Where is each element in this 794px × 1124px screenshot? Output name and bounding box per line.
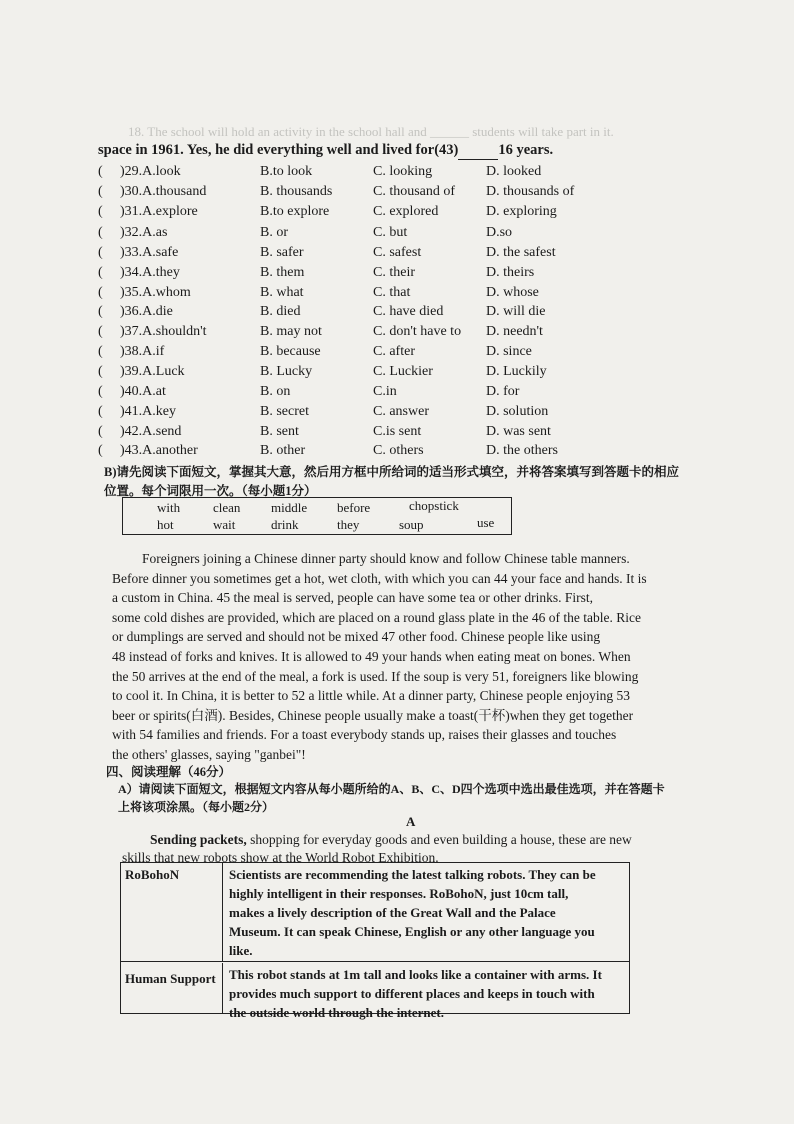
word: drink: [271, 517, 299, 532]
table-divider: [121, 961, 629, 962]
option-c: C. Luckier: [373, 364, 433, 379]
option-d: D. since: [486, 344, 532, 359]
desc-line: Museum. It can speak Chinese, English or any other language you: [229, 924, 595, 939]
option-b: B. died: [260, 304, 301, 319]
passage-line: or dumplings are served and should not be mixed 47 other food. Chinese people like using: [112, 629, 601, 645]
passage-a-text: shopping for everyday goods and even building a house, these are new: [246, 832, 632, 847]
section-4-instruction-cont: 上将该项涂黑。（每小题2分）: [118, 800, 275, 814]
option-d: D. the others: [486, 443, 558, 458]
word: clean: [213, 500, 241, 515]
passage-letter: A: [406, 814, 416, 829]
word: use: [477, 515, 495, 530]
option-c: C. don't have to: [373, 324, 462, 339]
option-d: D. thousands of: [486, 184, 575, 199]
option-a: )43.A.another: [120, 443, 198, 458]
desc-line: like.: [229, 943, 253, 958]
option-b: B. other: [260, 443, 306, 458]
passage-line: the others' glasses, saying "ganbei"!: [112, 746, 306, 762]
passage-line: the 50 arrives at the end of the meal, a fork is used. If the soup is very 51, foreigners like blowing: [112, 668, 639, 684]
option-a: )33.A.safe: [120, 245, 179, 260]
option-d: D. solution: [486, 404, 549, 419]
option-b: B. thousands: [260, 184, 333, 199]
option-c: C. others: [373, 443, 424, 458]
table-row-desc: [225, 863, 627, 962]
option-a: )30.A.thousand: [120, 184, 207, 199]
option-d: D. exploring: [486, 204, 557, 219]
table-row-desc: [225, 963, 627, 1024]
word: they: [337, 517, 360, 532]
word-bank-box: [122, 497, 512, 535]
option-c: C.is sent: [373, 424, 422, 439]
option-b: B. or: [260, 225, 288, 240]
option-d: D. for: [486, 384, 520, 399]
robot-table: [120, 862, 630, 1020]
option-a: )39.A.Luck: [120, 364, 185, 379]
option-b: B.to look: [260, 164, 313, 179]
word: before: [337, 500, 371, 515]
option-a: )37.A.shouldn't: [120, 324, 207, 339]
table-row-label: Human Support: [121, 963, 223, 1013]
passage-a-line: [150, 832, 632, 848]
word: soup: [399, 517, 424, 532]
option-d: D. theirs: [486, 265, 535, 280]
option-d: D. will die: [486, 304, 546, 319]
option-b: B. Lucky: [260, 364, 313, 379]
passage-line: beer or spirits(白酒). Besides, Chinese people usually make a toast(干杯)when they get together: [112, 707, 634, 723]
desc-line: the outside world through the internet.: [229, 1005, 444, 1020]
word: chopstick: [409, 498, 459, 513]
option-d: D. was sent: [486, 424, 551, 439]
option-a: )35.A.whom: [120, 285, 191, 300]
option-c: C. answer: [373, 404, 429, 419]
answer-blank: [458, 142, 498, 160]
option-b: B. on: [260, 384, 291, 399]
intro-line: [98, 142, 553, 160]
passage-line: Before dinner you sometimes get a hot, wet cloth, with which you can 44 your face and hands. It is: [112, 570, 647, 586]
option-c: C. thousand of: [373, 184, 456, 199]
option-a: )38.A.if: [120, 344, 165, 359]
desc-line: Scientists are recommending the latest talking robots. They can be: [229, 867, 596, 882]
desc-line: provides much support to different places and keeps in touch with: [229, 986, 595, 1001]
option-c: C. their: [373, 265, 415, 280]
option-d: D.so: [486, 225, 513, 240]
option-b: B. them: [260, 265, 305, 280]
desc-line: This robot stands at 1m tall and looks like a container with arms. It: [229, 967, 602, 982]
option-d: D. looked: [486, 164, 542, 179]
word: middle: [271, 500, 308, 515]
option-b: B.to explore: [260, 204, 330, 219]
option-b: B. what: [260, 285, 304, 300]
option-c: C. have died: [373, 304, 444, 319]
section-b-instruction: B)请先阅读下面短文，掌握其大意，然后用方框中所给词的适当形式填空，并将答案填写到答题卡的相应: [104, 465, 680, 479]
intro-tail: 16 years.: [498, 142, 554, 158]
option-a: )36.A.die: [120, 304, 173, 319]
option-c: C. but: [373, 225, 408, 240]
option-a: )41.A.key: [120, 404, 176, 419]
bleed-through-text: 18. The school will hold an activity in the school hall and ______ students will take part in it.: [128, 124, 614, 139]
section-4-title: 四、阅读理解（46分）: [106, 765, 232, 779]
section-4-instruction: A）请阅读下面短文，根据短文内容从每小题所给的A、B、C、D四个选项中选出最佳选项，并在答题卡: [118, 782, 665, 796]
option-d: D. whose: [486, 285, 539, 300]
exam-page: 18. The school will hold an activity in the school hall and ______ students will take part in it. space in 1961. Yes, he did everything well and lived for(43) 16 years. ( )29.A.look B.to look C. looking D. looked ( )30.A.thousand B. thousands C. thousand of D. thousands of ( )31.A.explore B.to explore C. explored D. exploring ( )32.A.as B. or C. but D.so ( )33.A.safe B. safer C. safest D. the safest ( )34.A.they B. them C. their D. theirs ( )35.A.whom B. what C. that D. whose ( )36.A.die B. died C. have died D. will die ( )37.A.shouldn't B. may not C. don't have to D. needn't ( )38.A.if B. because C. after D. since ( )39.A.Luck B. Lucky C. Luckier D. Luckily ( )40.A.at B. on C.in D. for ( )41.A.key B. secret C. answer D. solution ( )42.A.send B. sent C.is sent D. was sent ( )43.A.another B. other C. others D. the others B)请先阅读下面短文，掌握其大意，然后用方框中所给词的适当形式填空，并将答案填写到答题卡的相应 位置。每个词限用一次。（每小题1分） with clean middle before chopstick hot wait drink they soup use Foreigners joining a Chinese dinner party should know and follow Chinese table manners. Before dinner you sometimes get a hot, wet cloth, with which you can 44 your face and hands. It is a custom in China. 45 the meal is served, people can have some tea or other drinks. First, some cold dishes are provided, which are placed on a round glass plate in the 46 of the table. Rice or dumplings are served and should not be mixed 47 other food. Chinese people like using 48 instead of forks and knives. It is allowed to 49 your hands when eating meat on bones. When the 50 arrives at the end of the meal, a fork is used. If the soup is very 51, foreigners like blowing to cool it. In China, it is better to 52 a little while. At a dinner party, Chinese people enjoying 53 beer or spirits(白酒). Besides, Chinese people usually make a toast(干杯)when they get together with 54 families and friends. For a toast everybody stands up, raises their glasses and touches the others' glasses, saying "ganbei"! 四、阅读理解（46分） A）请阅读下面短文，根据短文内容从每小题所给的A、B、C、D四个选项中选出最佳选项，并在答题卡 上将该项涂黑。（每小题2分） A Sending packets, shopping for everyday goods and even building a house, these are new skills that new robots show at the World Robot Exhibition. RoBohoN Scientists are recommending the latest talking robots. They can be highly intelligent in their responses. RoBohoN, just 10cm tall, makes a lively description of the Great Wall and the Palace Museum. It can speak Chinese, English or any other language you like. Human Support This robot stands at 1m tall and looks like a container with arms. It provides much support to different places and keeps in touch with the outside world through the internet.: [0, 0, 794, 1124]
passage-line: to cool it. In China, it is better to 52 a little while. At a dinner party, Chinese people enjoying 53: [112, 688, 631, 704]
option-c: C. safest: [373, 245, 422, 260]
passage-line: some cold dishes are provided, which are placed on a round glass plate in the 46 of the table. Rice: [112, 609, 641, 625]
passage-line: a custom in China. 45 the meal is served, people can have some tea or other drinks. First,: [112, 590, 594, 606]
option-c: C. that: [373, 285, 411, 300]
passage-a-line: skills that new robots show at the World Robot Exhibition.: [122, 850, 439, 865]
option-a: )32.A.as: [120, 225, 168, 240]
intro-text: space in 1961. Yes, he did everything well and lived for(43): [98, 142, 459, 158]
option-b: B. safer: [260, 245, 304, 260]
cloze-passage: [112, 549, 702, 765]
option-c: C. looking: [373, 164, 433, 179]
passage-line: 48 instead of forks and knives. It is allowed to 49 your hands when eating meat on bones. When: [112, 648, 631, 664]
option-a: )34.A.they: [120, 265, 180, 280]
passage-line: with 54 families and friends. For a toast everybody stands up, raises their glasses and touches: [112, 727, 617, 743]
option-d: D. Luckily: [486, 364, 547, 379]
word: hot: [157, 517, 174, 532]
table-row-label: RoBohoN: [121, 863, 223, 961]
option-c: C.in: [373, 384, 397, 399]
word: wait: [213, 517, 236, 532]
section-b-instruction-cont: 位置。每个词限用一次。（每小题1分）: [104, 484, 317, 498]
option-a: )40.A.at: [120, 384, 166, 399]
option-a: )29.A.look: [120, 164, 181, 179]
desc-line: highly intelligent in their responses. RoBohoN, just 10cm tall,: [229, 886, 569, 901]
option-d: D. needn't: [486, 324, 543, 339]
option-b: B. secret: [260, 404, 309, 419]
option-b: B. may not: [260, 324, 322, 339]
desc-line: makes a lively description of the Great Wall and the Palace: [229, 905, 556, 920]
option-b: B. because: [260, 344, 321, 359]
option-d: D. the safest: [486, 245, 556, 260]
option-a: )31.A.explore: [120, 204, 198, 219]
option-a: )42.A.send: [120, 424, 182, 439]
passage-line: Foreigners joining a Chinese dinner party should know and follow Chinese table manners.: [142, 551, 630, 566]
option-c: C. after: [373, 344, 415, 359]
option-c: C. explored: [373, 204, 439, 219]
word: with: [157, 500, 181, 515]
passage-a-lead: Sending packets,: [150, 832, 247, 847]
option-b: B. sent: [260, 424, 299, 439]
